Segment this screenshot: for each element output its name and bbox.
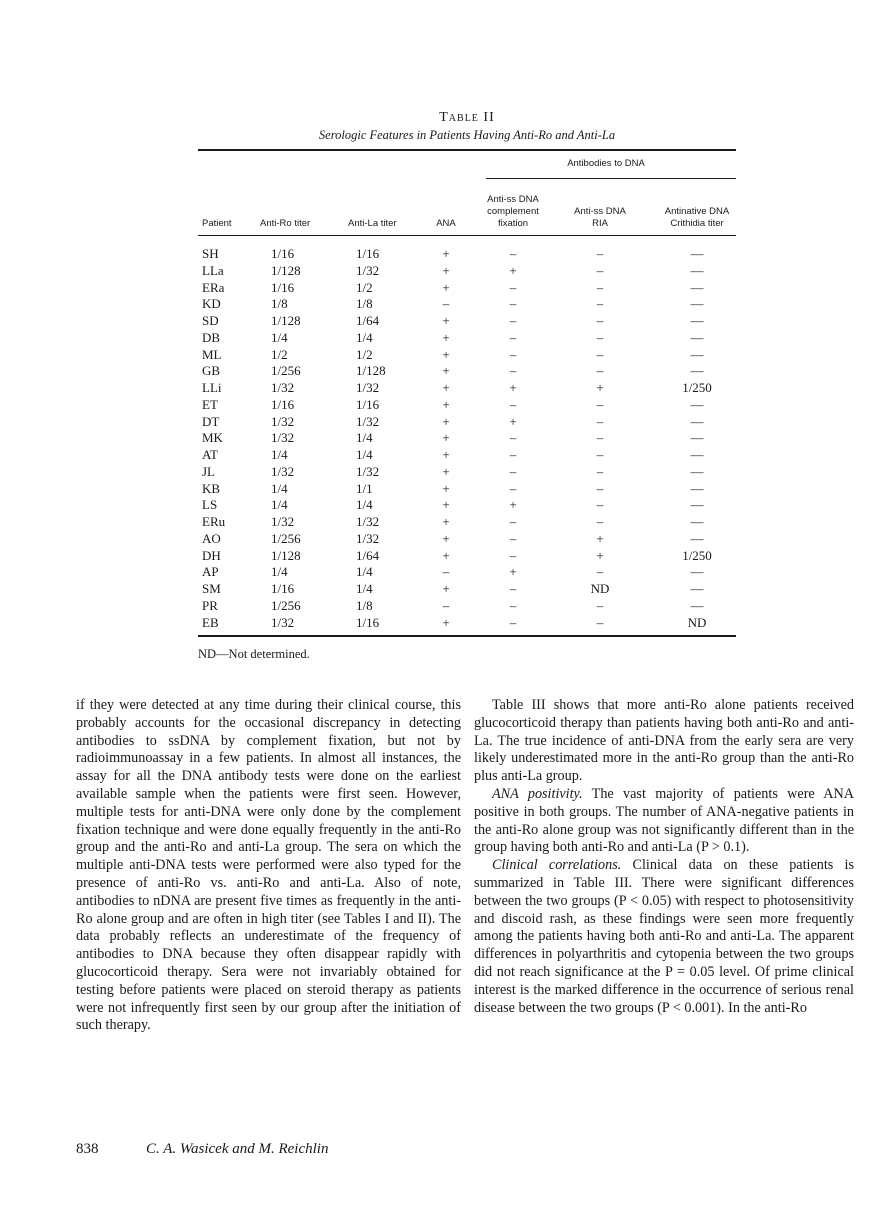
cell-anti-ro: 1/2 — [271, 346, 288, 362]
table-row — [198, 497, 736, 514]
cell-complement-fixation: + — [509, 564, 517, 580]
cell-crithidia: — — [690, 447, 704, 462]
cell-complement-fixation: – — [509, 396, 517, 412]
cell-crithidia: 1/250 — [682, 547, 712, 563]
cell-crithidia: — — [690, 396, 704, 412]
cell-complement-fixation: – — [509, 581, 517, 596]
table-row — [198, 531, 736, 548]
cell-complement-fixation: – — [509, 246, 517, 261]
table-row — [198, 564, 736, 581]
cell-ria: – — [596, 262, 604, 278]
table-footnote: ND—Not determined. — [198, 647, 310, 661]
cell-crithidia: — — [690, 262, 704, 278]
cell-ria: + — [596, 380, 604, 395]
header-cf-line-1: Anti-ss DNA — [487, 194, 539, 205]
cell-anti-ro: 1/32 — [271, 614, 295, 630]
table-bottom-rule — [198, 635, 736, 637]
cell-patient: LLi — [202, 380, 222, 395]
table-caption: Serologic Features in Patients Having Anti-Ro and Anti-La — [318, 128, 616, 142]
cell-anti-la: 1/32 — [356, 380, 380, 395]
cell-complement-fixation: – — [509, 329, 517, 345]
cell-ana: + — [442, 463, 450, 479]
cell-anti-ro: 1/256 — [271, 363, 301, 379]
cell-complement-fixation: – — [509, 480, 517, 496]
cell-ana: + — [442, 363, 450, 379]
cell-complement-fixation: – — [509, 447, 517, 462]
table-row — [198, 447, 736, 464]
cell-crithidia: — — [690, 363, 704, 379]
header-cf-line-2: complement — [487, 206, 539, 217]
cell-patient: DT — [202, 413, 220, 429]
right-paragraph-2 — [474, 786, 854, 857]
cell-anti-ro: 1/128 — [271, 313, 301, 328]
table-row — [198, 263, 736, 280]
cell-anti-la: 1/64 — [356, 547, 380, 563]
cell-crithidia: — — [690, 313, 704, 328]
cell-ana: + — [442, 413, 450, 429]
cell-anti-la: 1/4 — [356, 497, 373, 513]
cell-anti-la: 1/32 — [356, 463, 380, 479]
table-row — [198, 280, 736, 297]
header-ria — [560, 206, 640, 230]
cell-crithidia: — — [690, 296, 704, 312]
cell-complement-fixation: – — [509, 530, 517, 546]
header-patient: Patient — [202, 218, 232, 229]
cell-ria: – — [596, 279, 604, 295]
cell-anti-la: 1/32 — [356, 530, 380, 546]
cell-anti-ro: 1/8 — [271, 296, 288, 312]
table-row — [198, 548, 736, 565]
cell-ria: – — [596, 564, 604, 580]
dna-group-header: Antibodies to DNA — [567, 158, 645, 169]
cell-ria: – — [596, 363, 604, 379]
cell-patient: SH — [202, 246, 219, 261]
cell-crithidia: — — [690, 564, 704, 580]
cell-anti-ro: 1/32 — [271, 463, 295, 479]
cell-anti-ro: 1/4 — [271, 329, 288, 345]
cell-ana: + — [442, 329, 450, 345]
header-ria-line-2: RIA — [592, 218, 608, 229]
cell-anti-ro: 1/16 — [271, 396, 295, 412]
cell-crithidia: ND — [687, 614, 707, 630]
cell-crithidia: — — [690, 329, 704, 345]
cell-patient: LS — [202, 497, 218, 513]
cell-anti-la: 1/32 — [356, 413, 380, 429]
header-anti-la: Anti-La titer — [348, 218, 397, 229]
cell-ana: – — [442, 296, 450, 312]
cell-anti-la: 1/8 — [356, 296, 373, 312]
table-row — [198, 615, 736, 632]
cell-ana: + — [442, 530, 450, 546]
cell-crithidia: — — [690, 514, 704, 529]
cell-complement-fixation: – — [509, 346, 517, 362]
dna-group-rule — [486, 178, 736, 179]
table-row — [198, 246, 736, 263]
cell-anti-ro: 1/32 — [271, 413, 295, 429]
table-row — [198, 514, 736, 531]
cell-anti-la: 1/32 — [356, 514, 380, 529]
cell-complement-fixation: – — [509, 614, 517, 630]
cell-crithidia: — — [690, 581, 704, 596]
table-row — [198, 430, 736, 447]
cell-complement-fixation: + — [509, 262, 517, 278]
cell-anti-la: 1/4 — [356, 430, 373, 446]
cell-anti-la: 1/32 — [356, 262, 380, 278]
cell-crithidia: — — [690, 530, 704, 546]
cell-patient: KB — [202, 480, 221, 496]
cell-complement-fixation: – — [509, 296, 517, 312]
cell-ria: – — [596, 514, 604, 529]
table-row — [198, 481, 736, 498]
cell-ria: – — [596, 447, 604, 462]
cell-anti-ro: 1/256 — [271, 530, 301, 546]
page-number: 838 — [76, 1141, 99, 1157]
cell-ria: – — [596, 396, 604, 412]
cell-patient: SM — [202, 581, 221, 596]
cell-patient: MK — [202, 430, 223, 446]
cell-complement-fixation: + — [509, 497, 517, 513]
cell-anti-la: 1/128 — [356, 363, 386, 379]
header-ana: ANA — [436, 218, 456, 229]
cell-patient: EB — [202, 614, 219, 630]
cell-complement-fixation: + — [509, 380, 517, 395]
table-row — [198, 464, 736, 481]
cell-anti-ro: 1/32 — [271, 380, 295, 395]
cell-crithidia: 1/250 — [682, 380, 712, 395]
cell-anti-la: 1/8 — [356, 597, 373, 613]
cell-complement-fixation: – — [509, 514, 517, 529]
cell-crithidia: — — [690, 430, 704, 446]
cell-ria: – — [596, 346, 604, 362]
cell-complement-fixation: – — [509, 463, 517, 479]
cell-complement-fixation: – — [509, 313, 517, 328]
cell-crithidia: — — [690, 413, 704, 429]
cell-crithidia: — — [690, 246, 704, 261]
cell-ria: – — [596, 463, 604, 479]
table-row — [198, 296, 736, 313]
cell-ria: ND — [590, 581, 610, 596]
cell-patient: AT — [202, 447, 218, 462]
cell-patient: ET — [202, 396, 218, 412]
table-row — [198, 313, 736, 330]
cell-anti-ro: 1/4 — [271, 564, 288, 580]
left-paragraph: if they were detected at any time during their clinical course, this probably accounts for the occasional discrepancy in detecting antibodies to ssDNA by complement fixation, but not by radioimmunoassay in a few patients. In almost all instances, the assay for all the DNA antibody tests were done on the earliest available sample when the patients were first seen. However, multiple tests for anti-DNA were only done by the complement fixation technique and were done equally frequently in the anti-Ro group and the anti-Ro and anti-La group. The sera on which the multiple anti-DNA tests were performed were also typed for the presence of anti-Ro vs. anti-Ro and anti-La. Also of note, antibodies to nDNA are present five times as frequently in the anti-Ro alone group and are often in high titer (see Tables I and II). The data probably reflects an underestimate of the frequency of antibodies to DNA because they often disappear rapidly with glucocorticoid therapy. Sera were not invariably obtained for testing before patients were placed on steroid therapy as patients were not infrequently first seen by our group after the initiation of such therapy. — [76, 697, 461, 1034]
cell-complement-fixation: – — [509, 547, 517, 563]
right-paragraph-3 — [474, 857, 854, 1017]
cell-anti-la: 1/4 — [356, 329, 373, 345]
cell-anti-ro: 1/16 — [271, 581, 295, 596]
cell-anti-ro: 1/32 — [271, 514, 295, 529]
table-row — [198, 598, 736, 615]
cell-complement-fixation: + — [509, 413, 517, 429]
cell-complement-fixation: – — [509, 279, 517, 295]
clinical-correlations-text: Clinical data on these patients is summarized in Table III. There were significant differences between the two groups (P < 0.05) with respect to photosensitivity and discoid rash, as these findings were seen more frequently among the patients having both anti-Ro and anti-La. The apparent differences in polyarthritis and cytopenia between the two groups did not reach significance at the P = 0.05 level. Of prime clinical interest is the marked difference in the occurrence of serious renal disease between the two groups (P < 0.001). In the anti-Ro — [474, 857, 854, 1016]
cell-patient: ERa — [202, 279, 225, 295]
cell-crithidia: — — [690, 497, 704, 513]
cell-anti-ro: 1/16 — [271, 279, 295, 295]
cell-ana: – — [442, 597, 450, 613]
cell-ria: + — [596, 547, 604, 563]
cell-ana: + — [442, 547, 450, 563]
cell-ria: + — [596, 530, 604, 546]
header-cf-line-3: fixation — [497, 218, 529, 229]
table-row — [198, 397, 736, 414]
cell-ana: + — [442, 430, 450, 446]
cell-patient: AO — [202, 530, 221, 546]
header-crithidia — [654, 206, 740, 230]
cell-patient: PR — [202, 597, 218, 613]
cell-ria: – — [596, 480, 604, 496]
table-row — [198, 581, 736, 598]
cell-anti-la: 1/16 — [356, 246, 380, 261]
table-body — [198, 236, 736, 635]
cell-patient: AP — [202, 564, 219, 580]
cell-anti-la: 1/2 — [356, 346, 373, 362]
cell-ria: – — [596, 597, 604, 613]
cell-patient: KD — [202, 296, 221, 312]
table-row — [198, 414, 736, 431]
cell-crithidia: — — [690, 346, 704, 362]
ana-positivity-text: The vast majority of patients were ANA positive in both groups. The number of ANA-negative patients in the anti-Ro alone group was not significantly different than in the group having both anti-Ro and anti-La (P > 0.1). — [474, 785, 854, 856]
header-cr-line-2: Crithidia titer — [670, 218, 724, 229]
cell-anti-la: 1/2 — [356, 279, 373, 295]
cell-patient: DB — [202, 329, 221, 345]
table-ii — [198, 110, 736, 637]
cell-anti-ro: 1/4 — [271, 480, 288, 496]
header-cr-line-1: Antinative DNA — [664, 206, 730, 217]
cell-ana: + — [442, 396, 450, 412]
cell-ria: – — [596, 296, 604, 312]
cell-crithidia: — — [690, 279, 704, 295]
cell-anti-la: 1/4 — [356, 564, 373, 580]
cell-patient: DH — [202, 547, 221, 563]
cell-anti-ro: 1/128 — [271, 262, 301, 278]
cell-anti-la: 1/4 — [356, 447, 373, 462]
cell-crithidia: — — [690, 597, 704, 613]
header-anti-ro: Anti-Ro titer — [260, 218, 311, 229]
cell-patient: JL — [202, 463, 215, 479]
cell-complement-fixation: – — [509, 363, 517, 379]
table-label: Table II — [439, 110, 495, 125]
cell-ana: – — [442, 564, 450, 580]
cell-ana: + — [442, 514, 450, 529]
cell-ana: + — [442, 262, 450, 278]
cell-ana: + — [442, 279, 450, 295]
cell-anti-la: 1/16 — [356, 614, 380, 630]
page-footer — [76, 1141, 328, 1158]
cell-complement-fixation: – — [509, 430, 517, 446]
cell-ria: – — [596, 313, 604, 328]
cell-anti-la: 1/1 — [356, 480, 373, 496]
running-authors: C. A. Wasicek and M. Reichlin — [146, 1141, 329, 1157]
cell-ana: + — [442, 447, 450, 462]
cell-patient: SD — [202, 313, 219, 328]
cell-anti-ro: 1/4 — [271, 447, 288, 462]
cell-ana: + — [442, 614, 450, 630]
cell-anti-ro: 1/128 — [271, 547, 301, 563]
cell-ria: – — [596, 430, 604, 446]
cell-crithidia: — — [690, 480, 704, 496]
cell-anti-ro: 1/256 — [271, 597, 301, 613]
cell-ana: + — [442, 246, 450, 261]
cell-patient: ML — [202, 346, 222, 362]
cell-patient: GB — [202, 363, 221, 379]
cell-ria: – — [596, 413, 604, 429]
cell-ria: – — [596, 246, 604, 261]
clinical-correlations-heading: Clinical correlations. — [492, 857, 622, 874]
table-row — [198, 330, 736, 347]
cell-anti-la: 1/64 — [356, 313, 380, 328]
cell-patient: LLa — [202, 262, 224, 278]
left-column — [76, 697, 461, 1035]
cell-ria: – — [596, 329, 604, 345]
table-row — [198, 347, 736, 364]
cell-anti-la: 1/4 — [356, 581, 373, 596]
table-row — [198, 363, 736, 380]
ana-positivity-heading: ANA positivity. — [492, 785, 583, 802]
table-header — [198, 151, 736, 235]
right-paragraph-1: Table III shows that more anti-Ro alone patients received glucocorticoid therapy than patients having both anti-Ro and anti-La. The true incidence of anti-DNA from the early sera are very likely underestimated more in the anti-Ro group than the anti-Ro plus anti-La group. — [474, 697, 854, 785]
cell-ana: + — [442, 581, 450, 596]
right-column — [474, 697, 854, 1017]
cell-ana: + — [442, 380, 450, 395]
cell-complement-fixation: – — [509, 597, 517, 613]
cell-ria: – — [596, 614, 604, 630]
header-ria-line-1: Anti-ss DNA — [574, 206, 626, 217]
table-row — [198, 380, 736, 397]
cell-crithidia: — — [690, 463, 704, 479]
cell-ana: + — [442, 497, 450, 513]
cell-anti-la: 1/16 — [356, 396, 380, 412]
cell-anti-ro: 1/16 — [271, 246, 295, 261]
cell-ana: + — [442, 313, 450, 328]
cell-ana: + — [442, 346, 450, 362]
cell-ria: – — [596, 497, 604, 513]
cell-patient: ERu — [202, 514, 226, 529]
cell-ana: + — [442, 480, 450, 496]
header-complement-fixation — [473, 194, 553, 230]
cell-anti-ro: 1/32 — [271, 430, 295, 446]
cell-anti-ro: 1/4 — [271, 497, 288, 513]
